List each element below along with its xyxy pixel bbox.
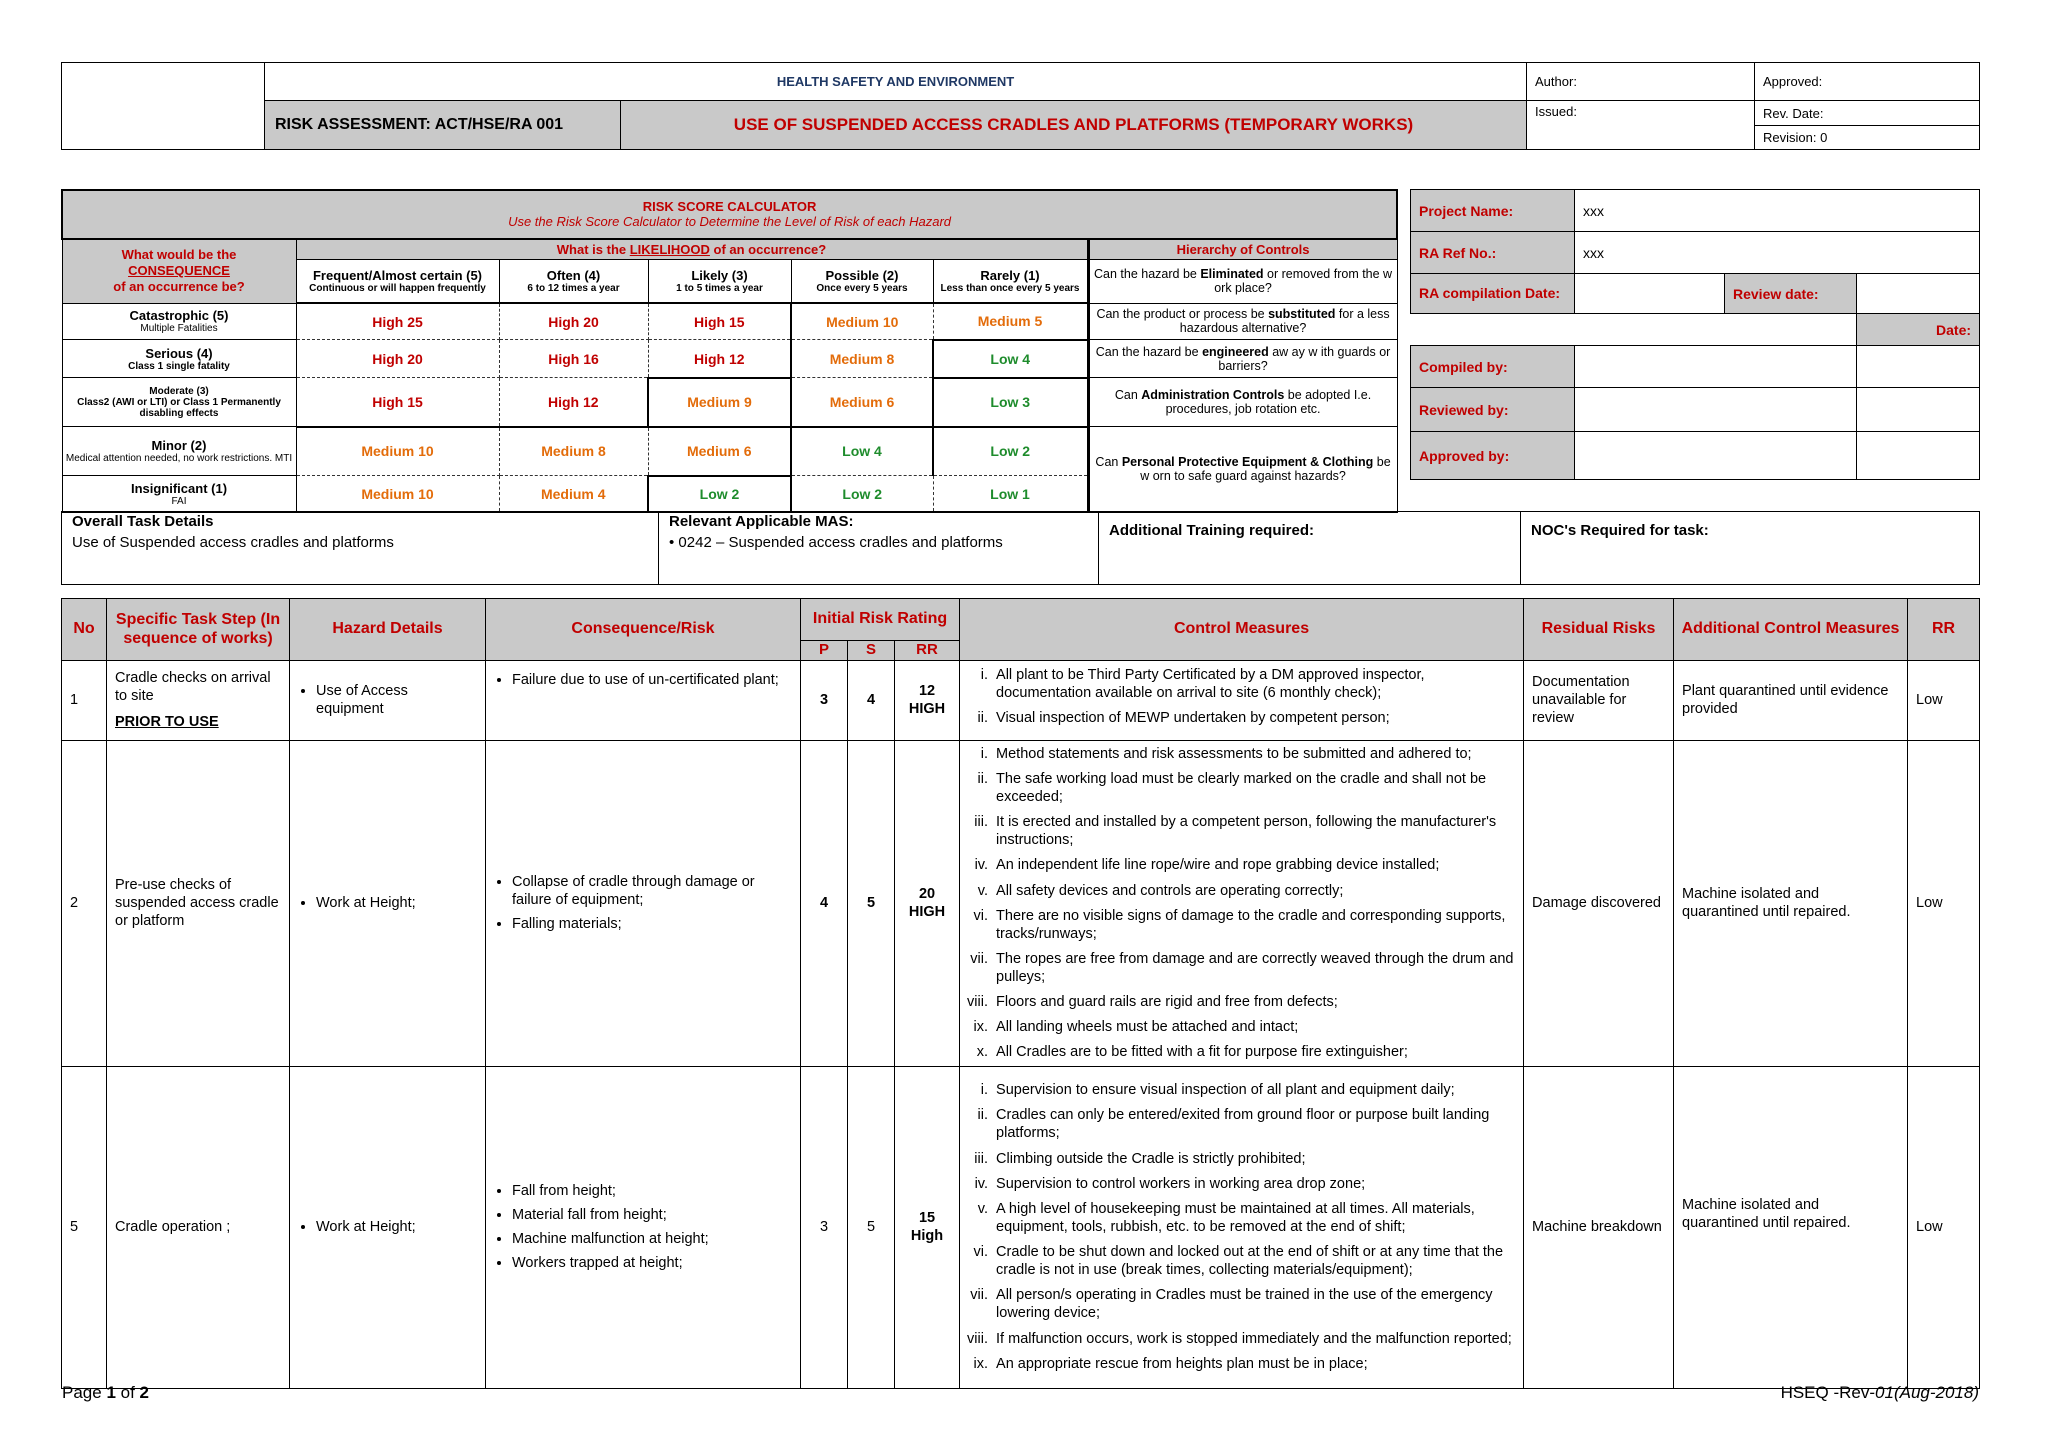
ra-number: RISK ASSESSMENT: ACT/HSE/RA 001 — [265, 101, 621, 150]
matrix-cell: Medium 6 — [791, 378, 933, 427]
project-name-value: xxx — [1575, 190, 1980, 232]
row-step: Cradle checks on arrival to site PRIOR TO USE — [107, 660, 290, 740]
author-label: Author: — [1527, 63, 1755, 101]
matrix-row-3 — [62, 378, 1397, 427]
row-s: 4 — [848, 660, 895, 740]
document-reference: HSEQ -Rev-01(Aug-2018) — [1780, 1383, 1979, 1402]
row-p: 3 — [801, 660, 848, 740]
matrix-cell: High 20 — [499, 303, 648, 339]
matrix-cell: Low 2 — [933, 427, 1088, 476]
matrix-cell: Medium 10 — [296, 476, 499, 512]
row-hazards: • Work at Height; — [290, 1066, 486, 1388]
consequence-question: What would be the CONSEQUENCE of an occurrence be? — [62, 239, 296, 303]
row-p: 3 — [801, 1066, 848, 1388]
row-residual: Damage discovered — [1524, 740, 1674, 1066]
revision-label: Revision: 0 — [1755, 125, 1980, 149]
consequence-serious: Serious (4) Class 1 single fatality — [62, 340, 296, 378]
row-hazards: • Work at Height; — [290, 740, 486, 1066]
row-rr: Low — [1908, 660, 1980, 740]
row-s: 5 — [848, 1066, 895, 1388]
table-header-row — [62, 599, 1980, 641]
likelihood-col-1: Rarely (1) Less than once every 5 years — [933, 260, 1088, 304]
row-controls: i. All plant to be Third Party Certificated by a DM approved inspector, documentation available on arrival to site (6 monthly check); ii. Visual inspection of MEWP undertaken by competent person; — [960, 660, 1524, 740]
row-rr: Low — [1908, 1066, 1980, 1388]
row-hazards: • Use of Access equipment — [290, 660, 486, 740]
page-number: Page 1 of 2 — [62, 1383, 149, 1402]
noc-label: NOC's Required for task: — [1521, 512, 1980, 585]
rev-date-label: Rev. Date: — [1755, 101, 1980, 125]
row-consequences: • Fall from height; • Material fall from height; • Machine malfunction at height; • Workers trapped at height; — [486, 1066, 801, 1388]
matrix-cell: Low 3 — [933, 378, 1088, 427]
row-p: 4 — [801, 740, 848, 1066]
matrix-cell: High 15 — [648, 303, 791, 339]
consequence-catastrophic: Catastrophic (5) Multiple Fatalities — [62, 303, 296, 339]
row-rr-initial: 12 HIGH — [895, 660, 960, 740]
ra-ref-value: xxx — [1575, 232, 1980, 274]
table-row — [62, 1066, 1980, 1388]
calculator-title: RISK SCORE CALCULATOR — [642, 199, 817, 215]
col-rr: RR — [1908, 599, 1980, 661]
consequence-minor: Minor (2) Medical attention needed, no work restrictions. MTI — [62, 427, 296, 476]
overall-task-value: Use of Suspended access cradles and platforms — [72, 534, 394, 551]
matrix-cell: Low 2 — [648, 476, 791, 512]
matrix-cell: High 12 — [499, 378, 648, 427]
matrix-cell: Medium 8 — [499, 427, 648, 476]
overall-task-label: Overall Task Details — [72, 513, 214, 530]
row-consequences: • Collapse of cradle through damage or failure of equipment; • Falling materials; — [486, 740, 801, 1066]
hierarchy-title: Hierarchy of Controls — [1088, 239, 1397, 260]
calculator-subtitle: Use the Risk Score Calculator to Determine the Level of Risk of each Hazard — [508, 214, 951, 230]
document-title: USE OF SUSPENDED ACCESS CRADLES AND PLATFORMS (TEMPORARY WORKS) — [621, 101, 1527, 150]
table-row — [62, 660, 1980, 740]
compiled-by-value — [1575, 346, 1857, 388]
task-details — [61, 511, 1980, 585]
col-p: P — [801, 641, 848, 661]
col-step: Specific Task Step (In sequence of works) — [107, 599, 290, 661]
col-no: No — [62, 599, 107, 661]
overall-task-cell — [62, 512, 659, 585]
row-additional: Plant quarantined until evidence provided — [1674, 660, 1908, 740]
table-row — [62, 740, 1980, 1066]
reviewed-by-value — [1575, 388, 1857, 432]
compiled-by-label: Compiled by: — [1411, 346, 1575, 388]
reviewed-date-value — [1857, 388, 1980, 432]
row-residual: Machine breakdown — [1524, 1066, 1674, 1388]
likelihood-question: What is the LIKELIHOOD of an occurrence? — [296, 239, 1088, 260]
matrix-cell: Low 4 — [791, 427, 933, 476]
matrix-cell: Low 1 — [933, 476, 1088, 512]
hierarchy-engineer: Can the hazard be engineered aw ay w ith guards or barriers? — [1088, 340, 1397, 378]
likelihood-col-2: Possible (2) Once every 5 years — [791, 260, 933, 304]
matrix-cell: Low 4 — [933, 340, 1088, 378]
consequence-insignificant: Insignificant (1) FAI — [62, 476, 296, 512]
matrix-cell: Low 2 — [791, 476, 933, 512]
mas-cell: Relevant Applicable MAS: • 0242 – Suspended access cradles and platforms — [659, 512, 1099, 585]
matrix-cell: High 25 — [296, 303, 499, 339]
row-residual: Documentation unavailable for review — [1524, 660, 1674, 740]
col-s: S — [848, 641, 895, 661]
issued-label: Issued: — [1527, 101, 1755, 150]
row-no: 1 — [62, 660, 107, 740]
col-additional: Additional Control Measures — [1674, 599, 1908, 661]
matrix-cell: Medium 8 — [791, 340, 933, 378]
row-controls: i. Method statements and risk assessments to be submitted and adhered to; ii. The safe working load must be clearly marked on the cradle and shall not be exceeded; iii. It is erected and installed by a competent person, following the manufacturer's instructions; iv. An independent life line rope/wire and rope grabbing device installed; v. All safety devices and controls are operating correctly; vi. There are no visible signs of damage to the cradle and corresponding supports, tracks/runways; vii. The ropes are free from damage and are correctly weaved through the drum and pulleys; viii. Floors and guard rails are rigid and free from defects; ix. All landing wheels must be attached and intact; x. All Cradles are to be fitted with a fit for purpose fire extinguisher; — [960, 740, 1524, 1066]
row-additional: Machine isolated and quarantined until repaired. — [1674, 740, 1908, 1066]
matrix-cell: Medium 4 — [499, 476, 648, 512]
col-residual: Residual Risks — [1524, 599, 1674, 661]
row-no: 2 — [62, 740, 107, 1066]
row-step: Cradle operation ; — [107, 1066, 290, 1388]
training-label: Additional Training required: — [1099, 512, 1521, 585]
compiled-date-value — [1857, 346, 1980, 388]
row-rr-initial: 15 High — [895, 1066, 960, 1388]
col-control: Control Measures — [960, 599, 1524, 661]
approved-label: Approved: — [1755, 63, 1980, 101]
col-rr-initial: RR — [895, 641, 960, 661]
matrix-cell: High 20 — [296, 340, 499, 378]
matrix-row-4 — [62, 340, 1397, 378]
mas-value: 0242 – Suspended access cradles and platforms — [678, 534, 1003, 551]
risk-score-calculator — [61, 189, 1398, 513]
likelihood-col-3: Likely (3) 1 to 5 times a year — [648, 260, 791, 304]
approved-date-value — [1857, 432, 1980, 480]
row-step: Pre-use checks of suspended access cradle or platform — [107, 740, 290, 1066]
col-hazard: Hazard Details — [290, 599, 486, 661]
review-date-value — [1857, 274, 1980, 314]
likelihood-col-4: Often (4) 6 to 12 times a year — [499, 260, 648, 304]
col-initial-risk: Initial Risk Rating — [801, 599, 960, 641]
matrix-cell: Medium 6 — [648, 427, 791, 476]
matrix-cell: Medium 5 — [933, 303, 1088, 339]
date-label: Date: — [1857, 314, 1980, 346]
risk-assessment-table — [61, 598, 1980, 1389]
row-rr: Low — [1908, 740, 1980, 1066]
matrix-cell: High 12 — [648, 340, 791, 378]
approved-by-value — [1575, 432, 1857, 480]
row-consequences: • Failure due to use of un-certificated plant; — [486, 660, 801, 740]
ra-compilation-label: RA compilation Date: — [1411, 274, 1575, 314]
reviewed-by-label: Reviewed by: — [1411, 388, 1575, 432]
document-header — [61, 62, 1980, 150]
matrix-cell: High 15 — [296, 378, 499, 427]
col-consequence: Consequence/Risk — [486, 599, 801, 661]
ra-compilation-value — [1575, 274, 1725, 314]
ra-ref-label: RA Ref No.: — [1411, 232, 1575, 274]
hierarchy-ppe: Can Personal Protective Equipment & Clothing be w orn to safe guard against hazards? — [1088, 427, 1397, 512]
spacer-cell — [1411, 314, 1857, 346]
likelihood-col-5: Frequent/Almost certain (5) Continuous or will happen frequently — [296, 260, 499, 304]
row-no: 5 — [62, 1066, 107, 1388]
hierarchy-administration: Can Administration Controls be adopted I.e. procedures, job rotation etc. — [1088, 378, 1397, 427]
row-additional: Machine isolated and quarantined until repaired. — [1674, 1066, 1908, 1388]
consequence-moderate: Moderate (3) Class2 (AWI or LTI) or Class 1 Permanently disabling effects — [62, 378, 296, 427]
project-info — [1410, 189, 1980, 480]
logo-cell — [62, 63, 265, 150]
approved-by-label: Approved by: — [1411, 432, 1575, 480]
matrix-cell: Medium 9 — [648, 378, 791, 427]
hierarchy-eliminate: Can the hazard be Eliminated or removed from the w ork place? — [1088, 260, 1397, 304]
matrix-cell: High 16 — [499, 340, 648, 378]
matrix-cell: Medium 10 — [791, 303, 933, 339]
matrix-cell: Medium 10 — [296, 427, 499, 476]
review-date-label: Review date: — [1725, 274, 1857, 314]
row-s: 5 — [848, 740, 895, 1066]
mas-label: Relevant Applicable MAS: — [669, 513, 854, 530]
hierarchy-substitute: Can the product or process be substituted for a less hazardous alternative? — [1088, 303, 1397, 339]
matrix-row-2 — [62, 427, 1397, 476]
org-title: HEALTH SAFETY AND ENVIRONMENT — [265, 63, 1527, 101]
row-rr-initial: 20 HIGH — [895, 740, 960, 1066]
row-controls: i. Supervision to ensure visual inspection of all plant and equipment daily; ii. Cradles can only be entered/exited from ground floor or purpose built landing platforms; iii. Climbing outside the Cradle is strictly prohibited; iv. Supervision to control workers in working area drop zone; v. A high level of housekeeping must be maintained at all times. All materials, equipment, tools, rubbish, etc. to be removed at the end of shift; vi. Cradle to be shut down and locked out at the end of shift or at any time that the cradle is not in use (break times, collecting materials/equipment); vii. All person/s operating in Cradles must be trained in the use of the emergency lowering device; viii. If malfunction occurs, work is stopped immediately and the malfunction reported; ix. An appropriate rescue from heights plan must be in place; — [960, 1066, 1524, 1388]
matrix-row-5 — [62, 303, 1397, 339]
project-name-label: Project Name: — [1411, 190, 1575, 232]
